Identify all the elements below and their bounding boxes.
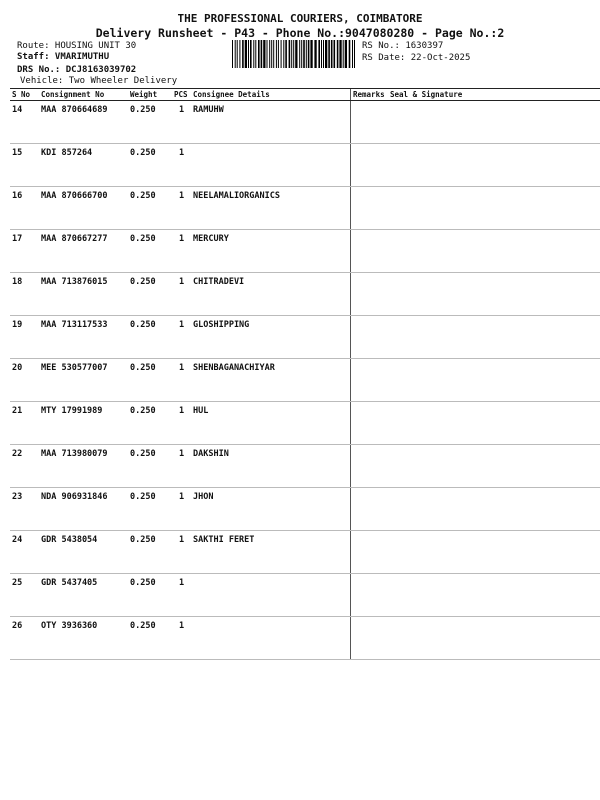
cell-remarks xyxy=(351,402,389,445)
cell-weight: 0.250 xyxy=(128,574,172,617)
cell-pcs: 1 xyxy=(172,101,191,144)
table-row xyxy=(10,273,600,316)
cell-details: HUL xyxy=(191,402,351,445)
cell-details: GLOSHIPPING xyxy=(191,316,351,359)
cell-remarks xyxy=(351,273,389,316)
cell-sno: 18 xyxy=(10,273,39,316)
cell-remarks xyxy=(351,445,389,488)
cell-weight: 0.250 xyxy=(128,402,172,445)
cell-details: JHON xyxy=(191,488,351,531)
cell-remarks xyxy=(351,144,389,187)
cell-signature xyxy=(388,359,600,402)
cell-details: RAMUHW xyxy=(191,101,351,144)
cell-consignment: MAA 713117533 xyxy=(39,316,128,359)
cell-remarks xyxy=(351,359,389,402)
cell-sno: 14 xyxy=(10,101,39,144)
vehicle-label: Vehicle: Two Wheeler Delivery xyxy=(20,76,178,86)
cell-weight: 0.250 xyxy=(128,617,172,660)
cell-sno: 22 xyxy=(10,445,39,488)
cell-signature xyxy=(388,316,600,359)
route-label: Route: HOUSING UNIT 30 xyxy=(17,41,137,51)
col-header-consignment: Consignment No xyxy=(39,89,128,101)
cell-details xyxy=(191,617,351,660)
rs-number: RS No.: 1630397 xyxy=(362,41,444,51)
cell-pcs: 1 xyxy=(172,402,191,445)
rs-date: RS Date: 22-Oct-2025 xyxy=(362,53,471,63)
cell-consignment: MTY 17991989 xyxy=(39,402,128,445)
staff-label: Staff: VMARIMUTHU xyxy=(17,52,110,62)
runsheet-table xyxy=(10,88,600,660)
table-row xyxy=(10,359,600,402)
col-header-sno: S No xyxy=(10,89,39,101)
cell-signature xyxy=(388,101,600,144)
cell-consignment: KDI 857264 xyxy=(39,144,128,187)
drs-number: DRS No.: DCJ8163039702 xyxy=(17,65,137,75)
cell-pcs: 1 xyxy=(172,359,191,402)
cell-details: MERCURY xyxy=(191,230,351,273)
cell-signature xyxy=(388,402,600,445)
cell-consignment: MEE 530577007 xyxy=(39,359,128,402)
cell-pcs: 1 xyxy=(172,316,191,359)
cell-pcs: 1 xyxy=(172,187,191,230)
cell-signature xyxy=(388,273,600,316)
table-row xyxy=(10,617,600,660)
cell-pcs: 1 xyxy=(172,445,191,488)
cell-remarks xyxy=(351,230,389,273)
barcode-image xyxy=(231,40,357,68)
table-row xyxy=(10,574,600,617)
cell-sno: 20 xyxy=(10,359,39,402)
cell-weight: 0.250 xyxy=(128,359,172,402)
cell-sno: 15 xyxy=(10,144,39,187)
cell-sno: 25 xyxy=(10,574,39,617)
cell-consignment: MAA 870664689 xyxy=(39,101,128,144)
cell-signature xyxy=(388,488,600,531)
cell-remarks xyxy=(351,488,389,531)
cell-remarks xyxy=(351,574,389,617)
col-header-weight: Weight xyxy=(128,89,172,101)
cell-consignment: MAA 713980079 xyxy=(39,445,128,488)
cell-weight: 0.250 xyxy=(128,531,172,574)
table-row xyxy=(10,488,600,531)
cell-signature xyxy=(388,187,600,230)
table-row xyxy=(10,230,600,273)
cell-remarks xyxy=(351,617,389,660)
cell-pcs: 1 xyxy=(172,488,191,531)
cell-remarks xyxy=(351,531,389,574)
cell-weight: 0.250 xyxy=(128,187,172,230)
cell-pcs: 1 xyxy=(172,144,191,187)
cell-consignment: GDR 5437405 xyxy=(39,574,128,617)
cell-remarks xyxy=(351,316,389,359)
cell-details: SAKTHI FERET xyxy=(191,531,351,574)
cell-weight: 0.250 xyxy=(128,445,172,488)
cell-consignment: GDR 5438054 xyxy=(39,531,128,574)
col-header-details: Consignee Details xyxy=(191,89,351,101)
cell-weight: 0.250 xyxy=(128,230,172,273)
cell-pcs: 1 xyxy=(172,574,191,617)
col-header-pcs: PCS xyxy=(172,89,191,101)
table-row xyxy=(10,445,600,488)
cell-details xyxy=(191,574,351,617)
table-row xyxy=(10,101,600,144)
cell-weight: 0.250 xyxy=(128,101,172,144)
cell-details: CHITRADEVI xyxy=(191,273,351,316)
cell-signature xyxy=(388,144,600,187)
table-row xyxy=(10,316,600,359)
table-row xyxy=(10,402,600,445)
table-row xyxy=(10,187,600,230)
cell-signature xyxy=(388,531,600,574)
cell-signature xyxy=(388,230,600,273)
cell-sno: 16 xyxy=(10,187,39,230)
table-row xyxy=(10,531,600,574)
cell-pcs: 1 xyxy=(172,531,191,574)
cell-remarks xyxy=(351,187,389,230)
cell-sno: 23 xyxy=(10,488,39,531)
cell-pcs: 1 xyxy=(172,273,191,316)
cell-weight: 0.250 xyxy=(128,273,172,316)
col-header-signature: Seal & Signature xyxy=(388,89,600,101)
cell-consignment: MAA 870666700 xyxy=(39,187,128,230)
cell-weight: 0.250 xyxy=(128,316,172,359)
cell-details xyxy=(191,144,351,187)
company-name: THE PROFESSIONAL COURIERS, COIMBATORE xyxy=(177,12,423,25)
cell-pcs: 1 xyxy=(172,617,191,660)
cell-pcs: 1 xyxy=(172,230,191,273)
cell-consignment: MAA 713876015 xyxy=(39,273,128,316)
cell-consignment: NDA 906931846 xyxy=(39,488,128,531)
cell-sno: 21 xyxy=(10,402,39,445)
cell-sno: 17 xyxy=(10,230,39,273)
cell-weight: 0.250 xyxy=(128,144,172,187)
cell-sno: 19 xyxy=(10,316,39,359)
cell-details: NEELAMALIORGANICS xyxy=(191,187,351,230)
cell-signature xyxy=(388,574,600,617)
table-row xyxy=(10,144,600,187)
cell-signature xyxy=(388,445,600,488)
col-header-remarks: Remarks xyxy=(351,89,389,101)
cell-weight: 0.250 xyxy=(128,488,172,531)
cell-sno: 24 xyxy=(10,531,39,574)
cell-signature xyxy=(388,617,600,660)
cell-consignment: OTY 3936360 xyxy=(39,617,128,660)
runsheet-title: Delivery Runsheet - P43 - Phone No.:9047080280 - Page No.:2 xyxy=(95,26,505,40)
cell-details: DAKSHIN xyxy=(191,445,351,488)
cell-sno: 26 xyxy=(10,617,39,660)
cell-remarks xyxy=(351,101,389,144)
table-header-row xyxy=(10,89,600,101)
cell-consignment: MAA 870667277 xyxy=(39,230,128,273)
cell-details: SHENBAGANACHIYAR xyxy=(191,359,351,402)
